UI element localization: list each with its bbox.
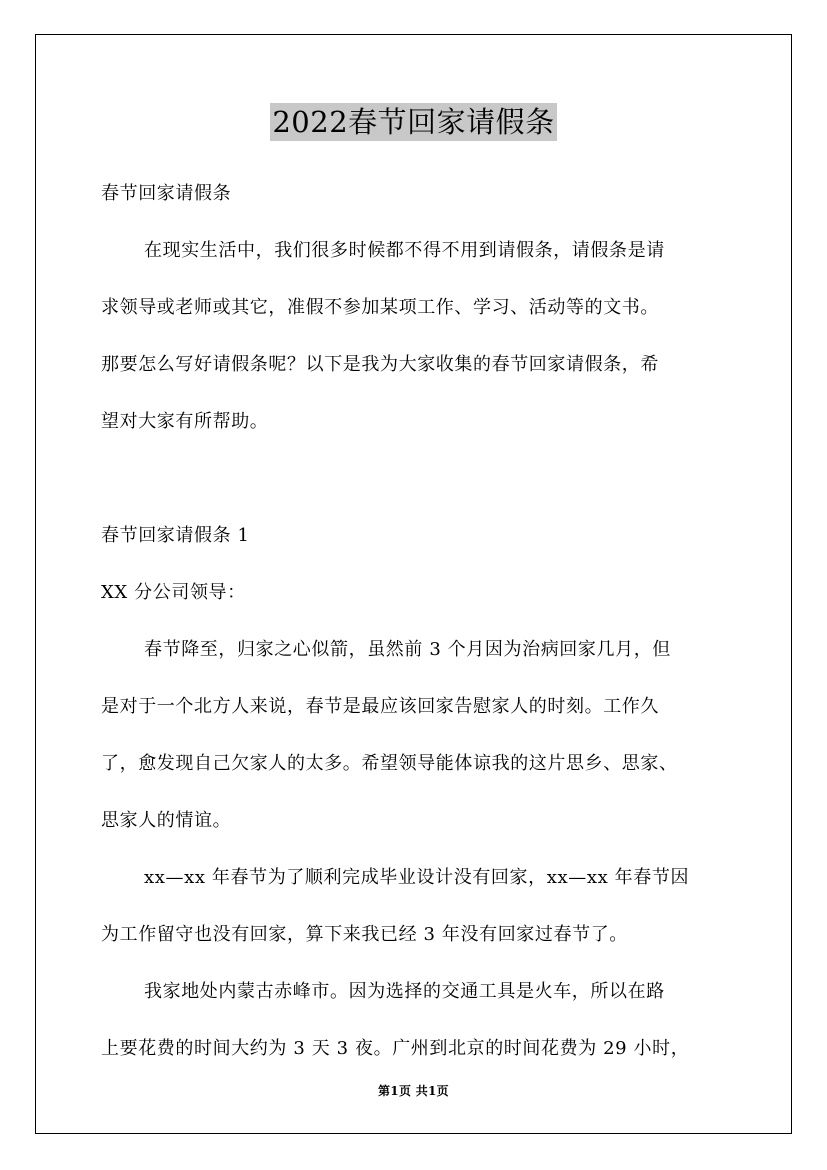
section-heading: 春节回家请假条 1 <box>101 525 250 546</box>
page-number: 第1页 共1页 <box>378 1084 449 1098</box>
page-footer <box>0 1082 827 1100</box>
para1-line-1: 春节降至，归家之心似箭，虽然前 3 个月因为治病回家几月，但 <box>144 639 671 660</box>
intro-line-2: 求领导或老师或其它，准假不参加某项工作、学习、活动等的文书。 <box>101 297 659 318</box>
para1-line-3: 了，愈发现自己欠家人的太多。希望领导能体谅我的这片思乡、思家、 <box>101 753 678 774</box>
title-container <box>0 103 827 141</box>
para2-line-2: 为工作留守也没有回家，算下来我已经 3 年没有回家过春节了。 <box>101 924 628 945</box>
intro-line-4: 望对大家有所帮助。 <box>101 411 269 432</box>
para3-line-2: 上要花费的时间大约为 3 天 3 夜。广州到北京的时间花费为 29 小时， <box>101 1038 690 1059</box>
para3-line-1: 我家地处内蒙古赤峰市。因为选择的交通工具是火车，所以在路 <box>144 981 665 1002</box>
subtitle: 春节回家请假条 <box>101 183 232 204</box>
salutation: XX 分公司领导： <box>101 582 246 603</box>
para1-line-2: 是对于一个北方人来说，春节是最应该回家告慰家人的时刻。工作久 <box>101 696 659 717</box>
intro-line-3: 那要怎么写好请假条呢？以下是我为大家收集的春节回家请假条，希 <box>101 354 659 375</box>
blank-line <box>101 450 741 507</box>
document-body <box>101 165 741 1077</box>
para2-line-1: xx—xx 年春节为了顺利完成毕业设计没有回家，xx—xx 年春节因 <box>144 867 690 888</box>
para1-line-4: 思家人的情谊。 <box>101 810 232 831</box>
document-title: 2022春节回家请假条 <box>272 105 555 139</box>
intro-line-1: 在现实生活中，我们很多时候都不得不用到请假条，请假条是请 <box>144 240 665 261</box>
